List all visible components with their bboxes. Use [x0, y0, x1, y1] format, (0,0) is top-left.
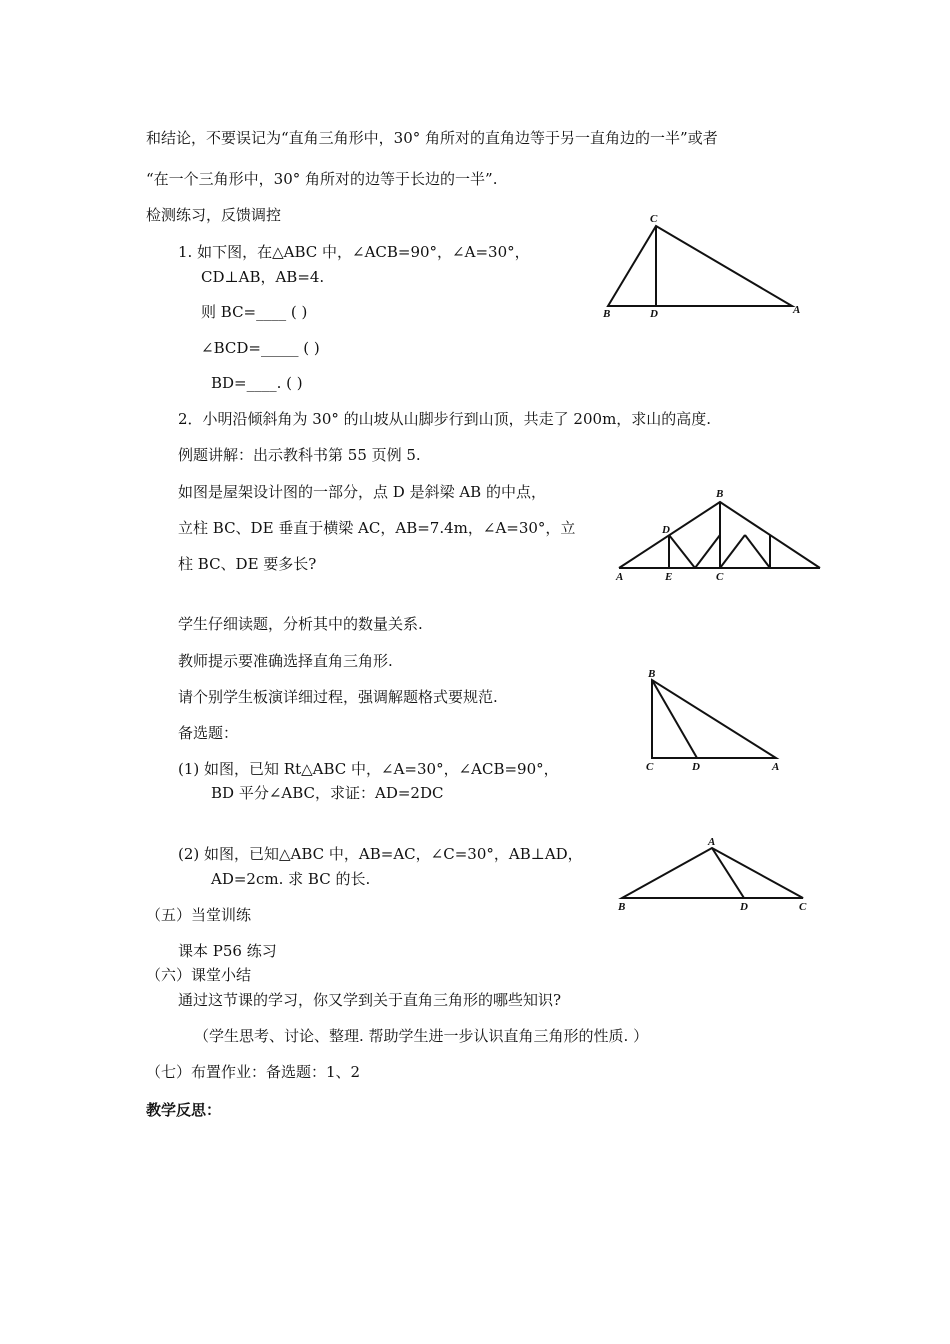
section-heading: 检测练习，反馈调控	[146, 206, 282, 224]
blank-bcd: ∠BCD=_____ ( )	[201, 339, 320, 357]
text-line: 教师提示要准确选择直角三角形.	[178, 652, 393, 670]
label-d: D	[650, 308, 658, 320]
problem-2-text: (2) 如图，已知△ABC 中，AB=AC，∠C=30°，AB⊥AD，	[178, 845, 583, 863]
label-c: C	[799, 901, 807, 913]
text-line: “在一个三角形中，30° 角所对的边等于长边的一半”.	[146, 170, 498, 188]
example-text: 如图是屋架设计图的一部分，点 D 是斜梁 AB 的中点，	[178, 483, 546, 501]
exercise-2-text: 2．小明沿倾斜角为 30° 的山坡从山脚步行到山顶，共走了 200m，求山的高度.	[178, 410, 712, 428]
label-a: A	[793, 304, 801, 316]
label-b: B	[618, 901, 626, 913]
example-text: 立柱 BC、DE 垂直于横梁 AC，AB=7.4m，∠A=30°，立	[178, 519, 576, 537]
example-heading: 例题讲解：出示教科书第 55 页例 5.	[178, 446, 421, 464]
text-line: 备选题：	[178, 724, 239, 742]
problem-2-text: AD=2cm. 求 BC 的长.	[211, 870, 371, 888]
label-e: E	[665, 571, 673, 583]
exercise-1-text: CD⊥AB，AB=4.	[201, 268, 325, 286]
text-line: 请个别学生板演详细过程，强调解题格式要规范.	[178, 688, 498, 706]
text-line: 学生仔细读题，分析其中的数量关系.	[178, 615, 423, 633]
label-a: A	[772, 761, 780, 773]
label-c: C	[650, 213, 658, 225]
label-d: D	[662, 524, 670, 536]
label-a: A	[616, 571, 624, 583]
segment-ad	[712, 848, 744, 898]
triangle-abc	[622, 848, 803, 898]
label-a: A	[708, 836, 716, 848]
label-b: B	[716, 488, 724, 500]
label-b: B	[648, 668, 656, 680]
text-line: 和结论，不要误记为“直角三角形中，30° 角所对的直角边等于另一直角边的一半”或者	[146, 129, 718, 147]
label-d: D	[740, 901, 748, 913]
reflection-heading: 教学反思：	[146, 1101, 222, 1119]
problem-1-text: BD 平分∠ABC，求证：AD=2DC	[211, 784, 444, 802]
section-heading: （五）当堂训练	[146, 906, 252, 924]
problem-1-text: (1) 如图，已知 Rt△ABC 中，∠A=30°，∠ACB=90°，	[178, 760, 559, 778]
section-heading: （六）课堂小结	[146, 966, 252, 984]
label-c: C	[646, 761, 654, 773]
text-line: （学生思考、讨论、整理. 帮助学生进一步认识直角三角形的性质. ）	[194, 1027, 649, 1045]
section-heading: （七）布置作业：备选题：1、2	[146, 1063, 361, 1081]
exercise-1-text: 1. 如下图，在△ABC 中，∠ACB=90°，∠A=30°，	[178, 243, 530, 261]
blank-bc: 则 BC=____ ( )	[201, 303, 308, 321]
label-d: D	[692, 761, 700, 773]
label-b: B	[603, 308, 611, 320]
blank-bd: BD=____. ( )	[211, 374, 303, 392]
example-text: 柱 BC、DE 要多长?	[178, 555, 317, 573]
label-c: C	[716, 571, 724, 583]
text-line: 通过这节课的学习，你又学到关于直角三角形的哪些知识?	[178, 991, 562, 1009]
text-line: 课本 P56 练习	[178, 942, 277, 960]
